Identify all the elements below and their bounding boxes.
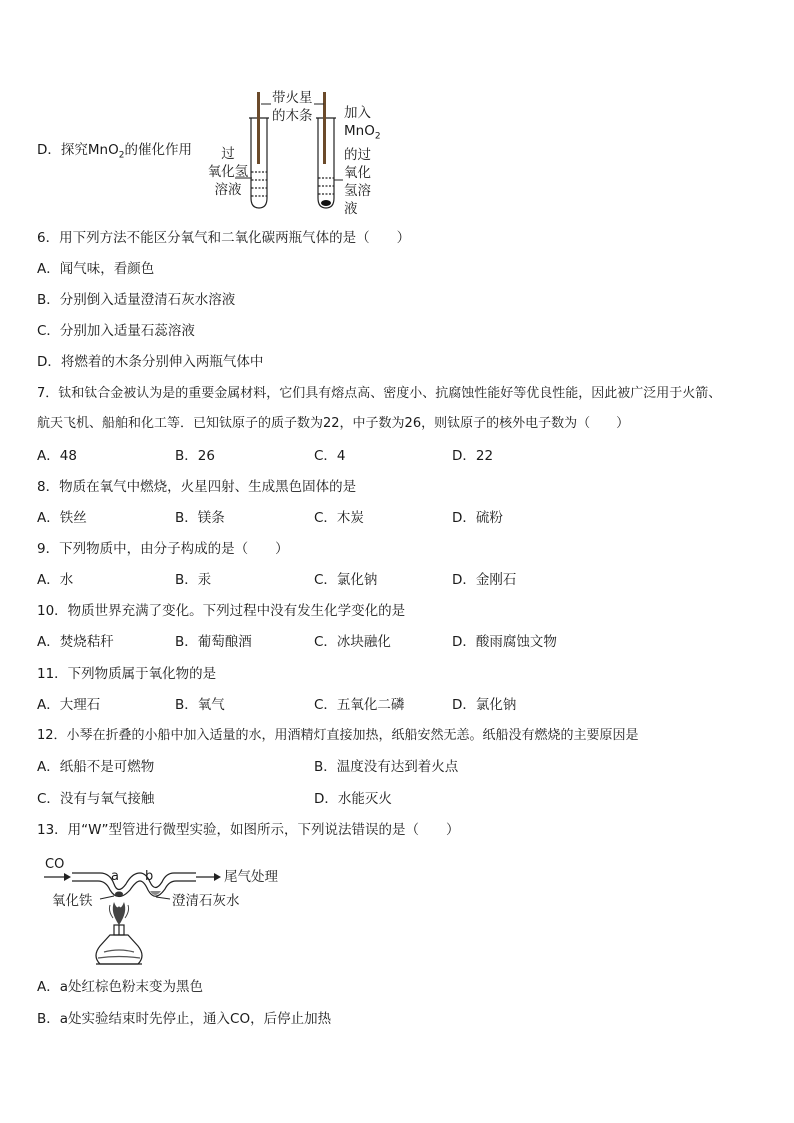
q7-stem-line2: 航天飞机、船舶和化工等．已知钛原子的质子数为22，中子数为26，则钛原子的核外电子数为（ ） [37,416,630,431]
q5-option-d [37,141,192,165]
q6-option-b: B．分别倒入适量澄清石灰水溶液 [37,292,236,308]
alcohol-lamp [96,925,142,964]
q8-option-a: A．铁丝 [37,510,87,526]
q11-stem: 11．下列物质属于氧化物的是 [37,666,217,682]
left-wood-splint [257,92,260,164]
q10-option-c: C．冰块融化 [314,634,391,650]
q7-option-c: C．4 [314,448,346,464]
right-tube-label: 加入 MnO$_2$ 的过 氧化 氢溶 液 [344,105,381,217]
q12-option-a: A．纸船不是可燃物 [37,759,155,775]
option-d-prefix: D．探究MnO [37,142,119,158]
q11-option-c: C．五氧化二磷 [314,697,405,713]
left-test-tube [249,118,269,208]
q7-option-d: D．22 [452,448,494,464]
q12-option-b: B．温度没有达到着火点 [314,759,459,775]
q10-option-d: D．酸雨腐蚀文物 [452,634,557,650]
q10-stem: 10．物质世界充满了变化。下列过程中没有发生化学变化的是 [37,603,406,619]
b-label: b [145,869,154,884]
q6-option-d: D．将燃着的木条分别伸入两瓶气体中 [37,354,264,370]
q13-option-a: A．a处红棕色粉末变为黑色 [37,979,204,995]
q9-option-d: D．金刚石 [452,572,517,588]
flame [113,902,125,925]
limewater-label: 澄清石灰水 [172,893,240,909]
q12-option-c: C．没有与氧气接触 [37,791,155,807]
q7-option-b: B．26 [175,448,215,464]
q8-option-d: D．硫粉 [452,510,503,526]
q7-stem-line1: 7．钛和钛合金被认为是的重要金属材料，它们具有熔点高、密度小、抗腐蚀性能好等优良性能，因此被广泛用于火箭、 [37,386,722,401]
option-d-sub: 2 [118,150,125,161]
q13-stem: 13．用“W”型管进行微型实验，如图所示，下列说法错误的是（ ） [37,822,460,838]
mno2-powder [321,200,331,206]
q11-option-b: B．氧气 [175,697,225,713]
splint-label: 带火星 的木条 [272,90,313,124]
q6-option-a: A．闻气味，看颜色 [37,261,155,277]
q9-stem: 9．下列物质中，由分子构成的是（ ） [37,541,289,557]
q8-option-b: B．镁条 [175,510,225,526]
q8-option-c: C．木炭 [314,510,364,526]
iron-oxide-powder [115,892,123,897]
q11-option-a: A．大理石 [37,697,101,713]
q12-option-d: D．水能灭火 [314,791,392,807]
q10-option-b: B．葡萄酿酒 [175,634,252,650]
limewater-liquid [150,891,161,895]
q13-option-b: B．a处实验结束时先停止，通入CO，后停止加热 [37,1011,332,1027]
q9-option-a: A．水 [37,572,74,588]
q8-stem: 8．物质在氧气中燃烧，火星四射、生成黑色固体的是 [37,479,357,495]
q6-option-c: C．分别加入适量石蕊溶液 [37,323,195,339]
q12-stem: 12．小琴在折叠的小船中加入适量的水，用酒精灯直接加热，纸船安然无恙。纸船没有燃烧的主要原因是 [37,728,639,743]
a-label: a [111,869,119,884]
q6-stem: 6．用下列方法不能区分氧气和二氧化碳两瓶气体的是（ ） [37,230,411,246]
option-d-suffix: 的催化作用 [124,142,192,158]
exhaust-label: 尾气处理 [224,869,278,885]
q9-option-c: C．氯化钠 [314,572,378,588]
iron-oxide-label: 氧化铁 [52,893,93,909]
q9-option-b: B．汞 [175,572,212,588]
q7-option-a: A．48 [37,448,77,464]
right-wood-splint [323,92,326,164]
left-tube-label: 过 氧化氢 溶液 [207,146,249,198]
right-test-tube [316,118,336,208]
q10-option-a: A．焚烧秸秆 [37,634,114,650]
co-label: CO [45,857,65,872]
q11-option-d: D．氯化钠 [452,697,517,713]
